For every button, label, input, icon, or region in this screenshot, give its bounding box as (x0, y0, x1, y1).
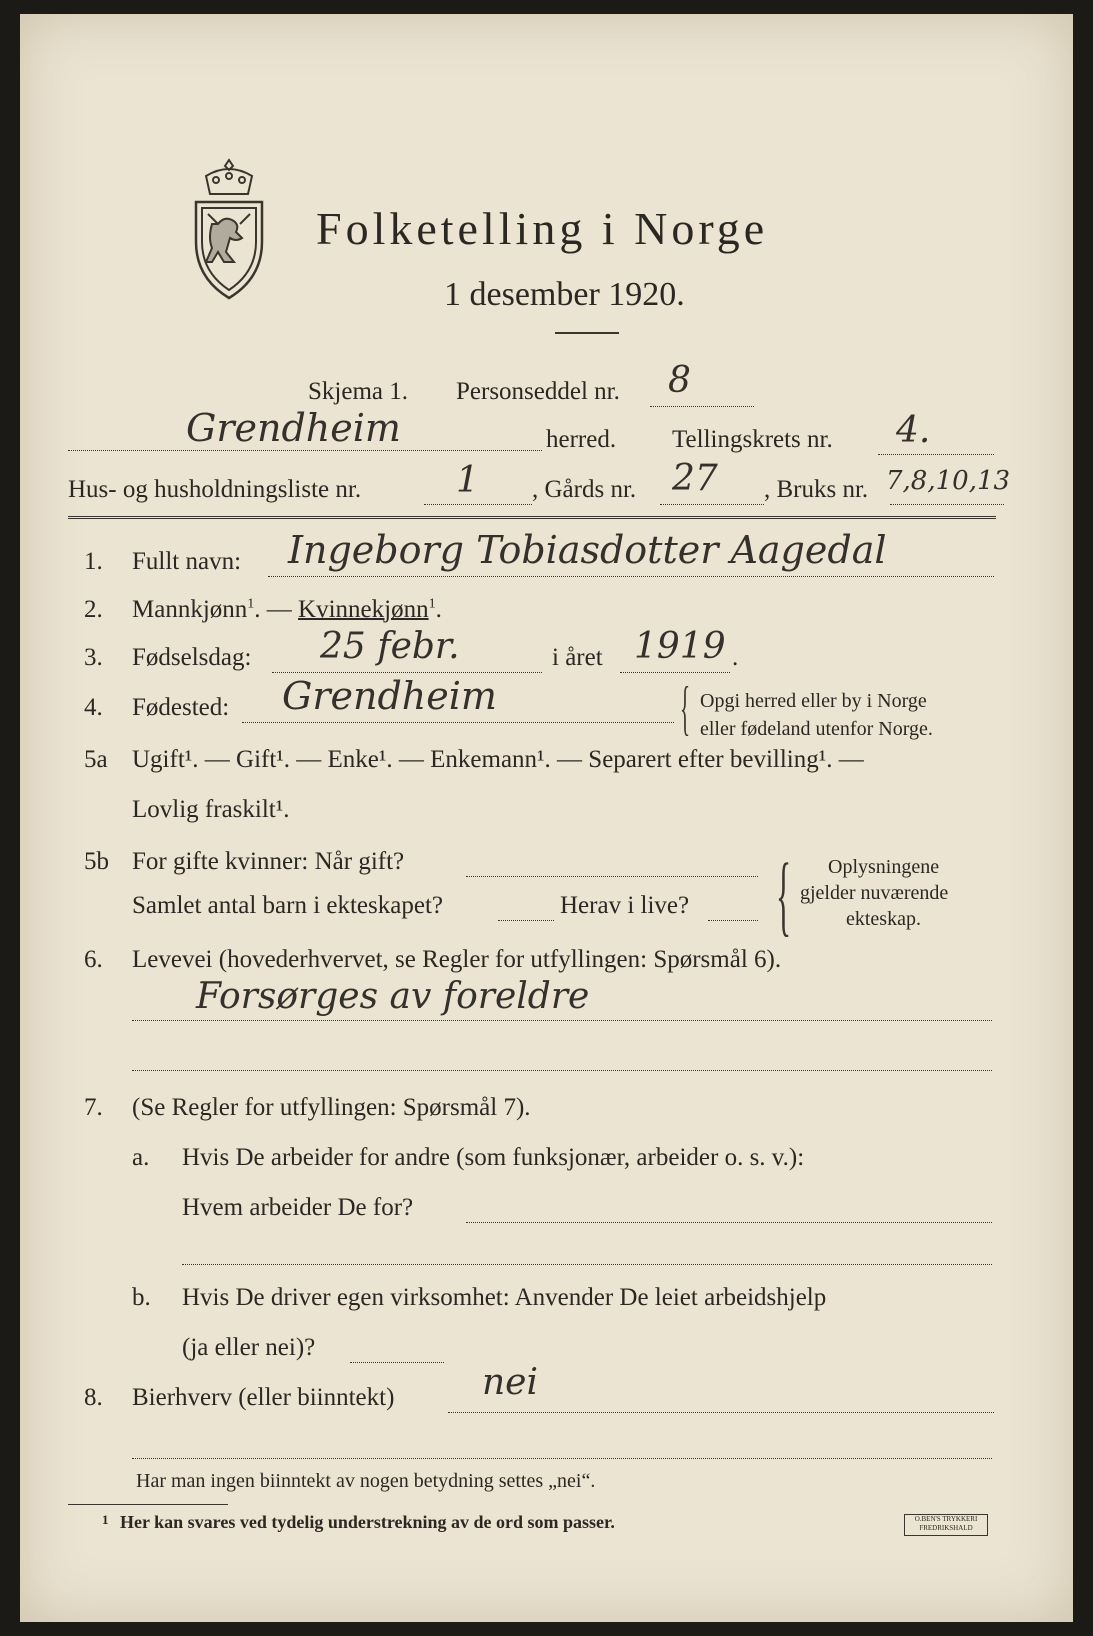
gards-label: , Gårds nr. (532, 476, 637, 503)
q5a-options-line2[interactable]: Lovlig fraskilt¹. (132, 796, 290, 823)
biinntekt-note: Har man ingen biinntekt av nogen betydning settes „nei“. (136, 1470, 596, 1492)
hus-label: Hus- og husholdningsliste nr. (68, 476, 362, 503)
q4-value[interactable]: Grendheim (282, 674, 497, 718)
q8-line2[interactable] (132, 1458, 992, 1459)
q8-line (448, 1412, 994, 1413)
q2-female-option[interactable]: Kvinnekjønn (298, 596, 429, 623)
bruks-value[interactable]: 7,8,10,13 (886, 466, 1011, 496)
q1-label: Fullt navn: (132, 548, 242, 575)
q3-label: Fødselsdag: (132, 644, 252, 671)
q6-number: 6. (84, 946, 103, 973)
q5b-alive-label: Herav i live? (560, 892, 690, 919)
gards-line (660, 504, 764, 505)
tellingskrets-label: Tellingskrets nr. (672, 426, 833, 453)
q2-male-option[interactable]: Mannkjønn (132, 596, 248, 623)
coat-of-arms-icon (188, 154, 270, 304)
title-divider (555, 332, 619, 334)
q8-value[interactable]: nei (482, 1362, 539, 1403)
q7-label: (Se Regler for utfyllingen: Spørsmål 7). (132, 1094, 531, 1121)
q3-year-label: i året (552, 644, 603, 671)
q8-label: Bierhverv (eller biinntekt) (132, 1384, 395, 1411)
herred-label: herred. (546, 426, 617, 453)
q1-line (268, 576, 994, 577)
personseddel-line (650, 406, 754, 407)
q6-line2[interactable] (132, 1070, 992, 1071)
q2-number: 2. (84, 596, 103, 623)
bruks-label: , Bruks nr. (764, 476, 869, 503)
q5b-note-line1: Oplysningene (828, 856, 940, 878)
q7a-who-line[interactable] (466, 1222, 992, 1223)
q2-male-sup: 1 (247, 596, 255, 612)
q7a-text: Hvis De arbeider for andre (som funksjonær, arbeider o. s. v.): (182, 1144, 805, 1171)
q2-dash: . — (254, 596, 292, 623)
printer-stamp (904, 1514, 988, 1536)
q2-female-sup: 1 (428, 596, 436, 612)
q6-value[interactable]: Forsørges av foreldre (196, 976, 590, 1017)
q7b-yesno-line[interactable] (350, 1362, 444, 1363)
q5b-note-line2: gjelder nuværende (800, 882, 949, 904)
q7a-who-label: Hvem arbeider De for? (182, 1194, 414, 1221)
footnote-text: Her kan svares ved tydelig understrekning av de ord som passer. (120, 1512, 615, 1532)
q5a-options[interactable]: Ugift¹. — Gift¹. — Enke¹. — Enkemann¹. — Separert efter bevilling¹. — (132, 746, 864, 773)
tellingskrets-value[interactable]: 4. (896, 410, 931, 451)
q5b-note-line3: ekteskap. (846, 908, 921, 930)
printer-stamp-text: O.BEN'S TRYKKERI FREDRIKSHALD (914, 1515, 978, 1532)
tellingskrets-line (878, 454, 994, 455)
q5b-brace: { (776, 846, 792, 945)
census-date: 1 desember 1920. (444, 276, 685, 313)
hus-value[interactable]: 1 (456, 460, 479, 501)
q8-number: 8. (84, 1384, 103, 1411)
q4-label: Fødested: (132, 694, 230, 721)
q5b-married-label: For gifte kvinner: Når gift? (132, 848, 405, 875)
q7a-who-line2[interactable] (182, 1264, 992, 1265)
personseddel-label: Personseddel nr. (456, 378, 620, 405)
q5b-married-line[interactable] (466, 876, 758, 877)
q2-end: . (435, 596, 442, 623)
q7b-letter: b. (132, 1284, 151, 1311)
q4-brace: { (680, 675, 691, 741)
personseddel-value[interactable]: 8 (668, 360, 691, 401)
herred-value[interactable]: Grendheim (186, 406, 401, 450)
q5b-alive-line[interactable] (708, 920, 758, 921)
q3-year-value[interactable]: 1919 (634, 626, 726, 667)
q3-number: 3. (84, 644, 103, 671)
q3-value[interactable]: 25 febr. (320, 626, 460, 667)
q7a-letter: a. (132, 1144, 150, 1171)
q7-number: 7. (84, 1094, 103, 1121)
footnote-mark: 1 (102, 1512, 109, 1527)
q1-number: 1. (84, 548, 103, 575)
herred-line (68, 450, 542, 451)
q6-line1 (132, 1020, 992, 1021)
q4-number: 4. (84, 694, 103, 721)
section-divider (68, 516, 996, 519)
hus-line (424, 504, 532, 505)
q4-note-line2: eller fødeland utenfor Norge. (700, 718, 933, 740)
q7b-text: Hvis De driver egen virksomhet: Anvender De leiet arbeidshjelp (182, 1284, 827, 1311)
q3-line (272, 672, 542, 673)
q6-label: Levevei (hovederhvervet, se Regler for utfyllingen: Spørsmål 6). (132, 946, 782, 973)
q7b-yesno-label: (ja eller nei)? (182, 1334, 316, 1361)
census-form-page (20, 14, 1073, 1622)
q5a-number: 5a (84, 746, 108, 773)
form-title: Folketelling i Norge (316, 203, 769, 254)
q1-value[interactable]: Ingeborg Tobiasdotter Aagedal (288, 528, 887, 572)
q2-options (132, 596, 442, 624)
q5b-children-label: Samlet antal barn i ekteskapet? (132, 892, 443, 919)
q5b-number: 5b (84, 848, 109, 875)
q4-note-line1: Opgi herred eller by i Norge (700, 690, 927, 712)
footnote-divider (68, 1504, 228, 1505)
bruks-line (890, 504, 1004, 505)
q3-year-line (620, 672, 730, 673)
q4-line (242, 722, 674, 723)
gards-value[interactable]: 27 (672, 458, 718, 499)
q3-end: . (732, 644, 739, 671)
q5b-children-line[interactable] (498, 920, 554, 921)
schema-label: Skjema 1. (308, 378, 408, 405)
